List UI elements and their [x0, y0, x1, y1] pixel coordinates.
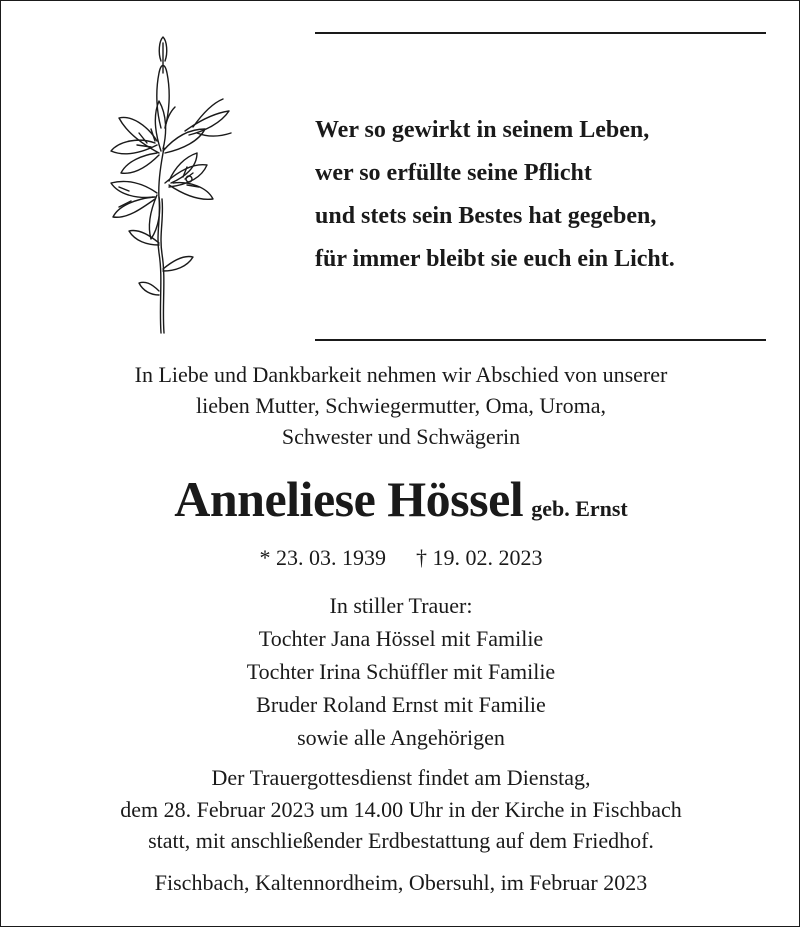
mourners-list [1, 589, 800, 754]
mourner-line: Tochter Irina Schüffler mit Familie [246, 659, 556, 684]
verse-line: für immer bleibt sie euch ein Licht. [315, 246, 675, 272]
mourner-line: sowie alle Angehörigen [297, 725, 505, 750]
farewell-intro [1, 359, 800, 452]
deceased-name: Anneliese Hössel [174, 471, 524, 527]
birth-date: * 23. 03. 1939 [259, 545, 386, 570]
deceased-name-heading [1, 469, 800, 539]
memorial-verse [315, 109, 775, 281]
verse-line: wer so erfüllte seine Pflicht [315, 160, 592, 186]
life-dates [1, 542, 800, 574]
death-date: † 19. 02. 2023 [416, 545, 543, 570]
top-divider [315, 32, 766, 34]
verse-line: und stets sein Bestes hat gegeben, [315, 203, 657, 229]
maiden-name: geb. Ernst [531, 496, 628, 521]
lily-flower-icon [89, 33, 239, 338]
verse-line: Wer so gewirkt in seinem Leben, [315, 117, 650, 143]
place-and-date: Fischbach, Kaltennordheim, Obersuhl, im Februar 2023 [154, 870, 648, 895]
bottom-divider [315, 339, 766, 341]
intro-line: lieben Mutter, Schwiegermutter, Oma, Uroma, [195, 393, 606, 418]
service-line: dem 28. Februar 2023 um 14.00 Uhr in der Kirche in Fischbach [120, 796, 682, 822]
mourner-line: Bruder Roland Ernst mit Familie [256, 692, 546, 717]
mourners-heading: In stiller Trauer: [329, 593, 473, 618]
intro-line: In Liebe und Dankbarkeit nehmen wir Abschied von unserer [134, 362, 668, 387]
service-line: Der Trauergottesdienst findet am Dienstag, [211, 765, 591, 790]
service-line: statt, mit anschließender Erdbestattung auf dem Friedhof. [148, 828, 654, 853]
mourner-line: Tochter Jana Hössel mit Familie [258, 626, 544, 651]
intro-line: Schwester und Schwägerin [281, 424, 521, 449]
funeral-service-info [1, 762, 800, 857]
